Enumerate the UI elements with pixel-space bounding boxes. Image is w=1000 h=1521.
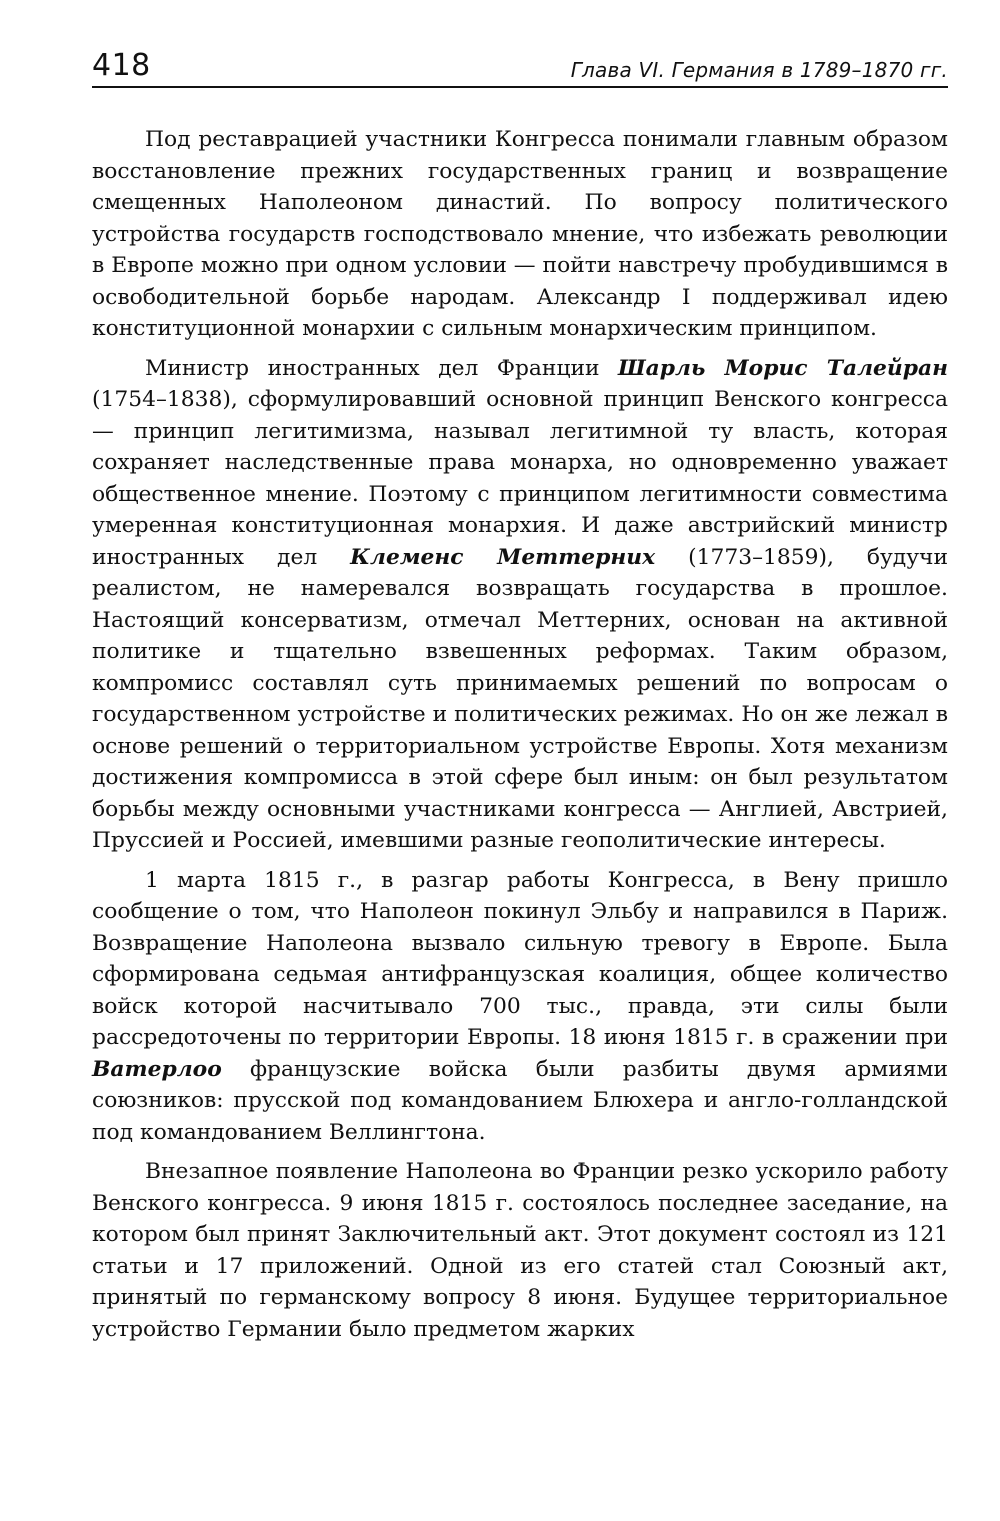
paragraph-text: Внезапное появление Наполеона во Франции резко ускорило работу Венского конгресса. 9 июня 1815 г. состоялось последнее заседание, на котором был принят Заключительный акт. Этот документ состоял из 121 статьи и 17 приложений. Одной из его статей стал Союзный акт, принятый по германскому вопросу 8 июня. Будущее территориальное устройство Германии было предметом жарких (92, 1159, 948, 1342)
term-talleyrand: Шарль Морис Талейран (618, 355, 949, 381)
paragraph-text: французские войска были разбиты двумя армиями союзников: прусской под командованием Блюхера и англо-голландской под командованием Веллингтона. (92, 1056, 948, 1145)
book-page (92, 40, 948, 1345)
paragraph-talleyrand (92, 353, 948, 857)
paragraph-text: (1754–1838), сформулировавший основной принцип Венского конгресса — принцип легитимизма, называл легитимной ту власть, которая сохраняет наследственные права монарха, но одновременно уважает общественное мнение. Поэтому с принципом легитимности совместима умеренная конституционная монархия. И даже австрийский министр иностранных дел (92, 387, 948, 570)
paragraph-text: (1773–1859), будучи реалистом, не намеревался возвращать государства в прошлое. Настоящий консерватизм, отмечал Меттерних, основан на активной политике и тщательно взвешенных реформах. Таким образом, компромисс составлял суть принимаемых решений по вопросам о государственном устройстве и политических режимах. Но он же лежал в основе решений о территориальном устройстве Европы. Хотя механизм достижения компромисса в этой сфере был иным: он был результатом борьбы между основными участниками конгресса — Англией, Австрией, Пруссией и Россией, имевшими разные геополитические интересы. (92, 544, 948, 853)
paragraph-text: 1 марта 1815 г., в разгар работы Конгресса, в Вену пришло сообщение о том, что Наполеон покинул Эльбу и направился в Париж. Возвращение Наполеона вызвало сильную тревогу в Европе. Была сформирована седьмая антифранцузская коалиция, общее количество войск которой насчитывало 700 тыс., правда, эти силы были рассредоточены по территории Европы. 18 июня 1815 г. в сражении при (92, 867, 948, 1050)
term-metternich: Клеменс Меттерних (350, 544, 656, 570)
chapter-title: Глава VI. Германия в 1789–1870 гг. (570, 58, 948, 82)
paragraph-restoration (92, 124, 948, 345)
paragraph-text: Министр иностранных дел Франции (145, 355, 619, 381)
term-waterloo: Ватерлоо (92, 1056, 222, 1082)
running-header (92, 40, 948, 88)
page-number: 418 (92, 48, 151, 83)
paragraph-final-act (92, 1156, 948, 1345)
paragraph-text: Под реставрацией участники Конгресса понимали главным образом восстановление прежних государственных границ и возвращение смещенных Наполеоном династий. По вопросу политического устройства государств господствовало мнение, что избежать революции в Европе можно при одном условии — пойти навстречу пробудившимся в освободительной борьбе народам. Александр I поддерживал идею конституционной монархии с сильным монархическим принципом. (92, 127, 948, 341)
paragraph-waterloo (92, 865, 948, 1149)
body-text (92, 124, 948, 1345)
